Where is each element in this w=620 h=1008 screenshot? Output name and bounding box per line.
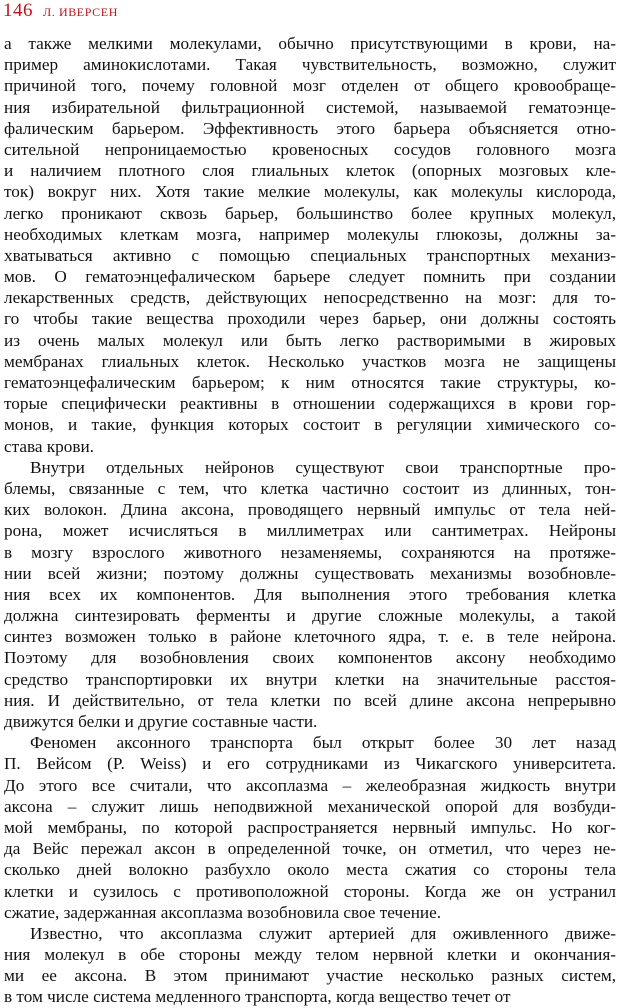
text-line: ких волокон. Длина аксона, проводящего нервный импульс от тела ней- [4,500,616,520]
text-line: хватываться активно с помощью специальных транспортных механиз- [4,245,616,265]
text-line: движутся белки и другие составные части. [4,712,318,731]
paragraph [4,732,616,923]
text-line: мов. О гематоэнцефалическом барьере следует помнить при создании [4,267,616,287]
text-line: нии всей жизни; поэтому должны существовать механизмы возобновле- [4,563,616,583]
running-head-author: Л. ИВЕРСЕН [43,5,118,19]
text-line: и наличием плотного слоя глиальных клеток (опорных мозговых кле- [4,161,616,181]
text-line: из очень малых молекул или быть легко растворимыми в жировых [4,330,616,350]
text-line: мой мембраны, по которой распространяется нервный импульс. Но ког- [4,817,616,837]
running-head [3,0,118,28]
text-line: мембранах глиальных клеток. Несколько участков мозга не защищены [4,351,616,371]
text-line: блемы, связанные с тем, что клетка частично состоит из длинных, тон- [4,478,616,498]
text-line: ния избирательной фильтрационной системой, называемой гематоэнце- [4,97,616,117]
text-line: Поэтому для возобновления своих компонентов аксону необходимо [4,648,616,668]
text-line: лекарственных средств, действующих непосредственно на мозг: для то- [4,288,616,308]
text-line: П. Вейсом (P. Weiss) и его сотрудниками из Чикагского университета. [4,754,616,774]
text-line: причиной того, почему головной мозг отделен от общего кровообраще- [4,76,616,96]
text-line: клетки и сузилось с противоположной стороны. Когда же он устранил [4,881,616,901]
paragraph [4,457,616,732]
text-line: става крови. [4,436,94,456]
text-line: монов, и такие, функция которых состоит в регуляции химического со- [4,415,616,435]
text-line: в мозгу взрослого животного незаменяемы, сохраняются на протяже- [4,542,616,562]
text-line: аксона – служит лишь неподвижной механической опорой для возбуди- [4,796,616,816]
body-text [4,33,616,1008]
text-line: должна синтезировать ферменты и другие сложные молекулы, а такой [4,606,616,626]
text-line: го чтобы такие вещества проходили через барьер, они должны состоять [4,309,616,329]
text-line: ми ее аксона. В этом принимают участие несколько разных систем, [4,966,616,986]
text-line: ния всех их компонентов. Для выполнения этого требования клетка [4,584,616,604]
text-line: средство транспортировки их внутри клетки на значительные расстоя- [4,669,616,689]
text-line: ния. И действительно, от тела клетки по всей длине аксона непрерывно [4,690,616,710]
text-line: рона, может исчисляться в миллиметрах или сантиметрах. Нейроны [4,521,616,541]
text-line: Феномен аксонного транспорта был открыт более 30 лет назад [30,733,616,753]
text-line: фалическим барьером. Эффективность этого барьера объясняется отно- [4,118,616,138]
text-line: пример аминокислотами. Такая чувствительность, возможно, служит [4,55,616,75]
text-line: легко проникают сквозь барьер, большинство более крупных молекул, [4,203,616,223]
text-line: До этого все считали, что аксоплазма – желеобразная жидкость внутри [4,775,616,795]
text-line: Известно, что аксоплазма служит артерией для оживленного движе- [30,923,616,943]
text-line: синтез возможен только в районе клеточного ядра, т. е. в теле нейрона. [4,627,616,647]
text-line: ния молекул в обе стороны между телом нервной клетки и окончания- [4,945,616,965]
text-line: необходимых клеткам мозга, например молекулы глюкозы, должны за- [4,224,616,244]
text-line: сжатие, задержанная аксоплазма возобновила свое течение. [4,902,442,922]
text-line: ток) вокруг них. Хотя такие мелкие молекулы, как молекулы кислорода, [4,182,616,202]
page-number: 146 [3,0,33,21]
text-line: торые специфически реактивны в отношении содержащихся в крови гор- [4,394,616,414]
text-line: да Вейс пережал аксон в определенной точке, он отметил, что через не- [4,839,616,859]
text-line: в том числе система медленного транспорта, когда вещество течет от [4,987,511,1007]
text-line: сительной непроницаемостью кровеносных сосудов головного мозга [4,139,616,159]
text-line: сколько дней волокно разбухло около места сжатия со стороны тела [4,860,616,880]
text-line: гематоэнцефалическим барьером; к ним относятся такие структуры, ко- [4,373,616,392]
text-line: а также мелкими молекулами, обычно присутствующими в крови, на- [4,34,616,53]
paragraph [4,923,616,1008]
paragraph [4,33,616,457]
text-line: Внутри отдельных нейронов существуют свои транспортные про- [30,457,616,477]
